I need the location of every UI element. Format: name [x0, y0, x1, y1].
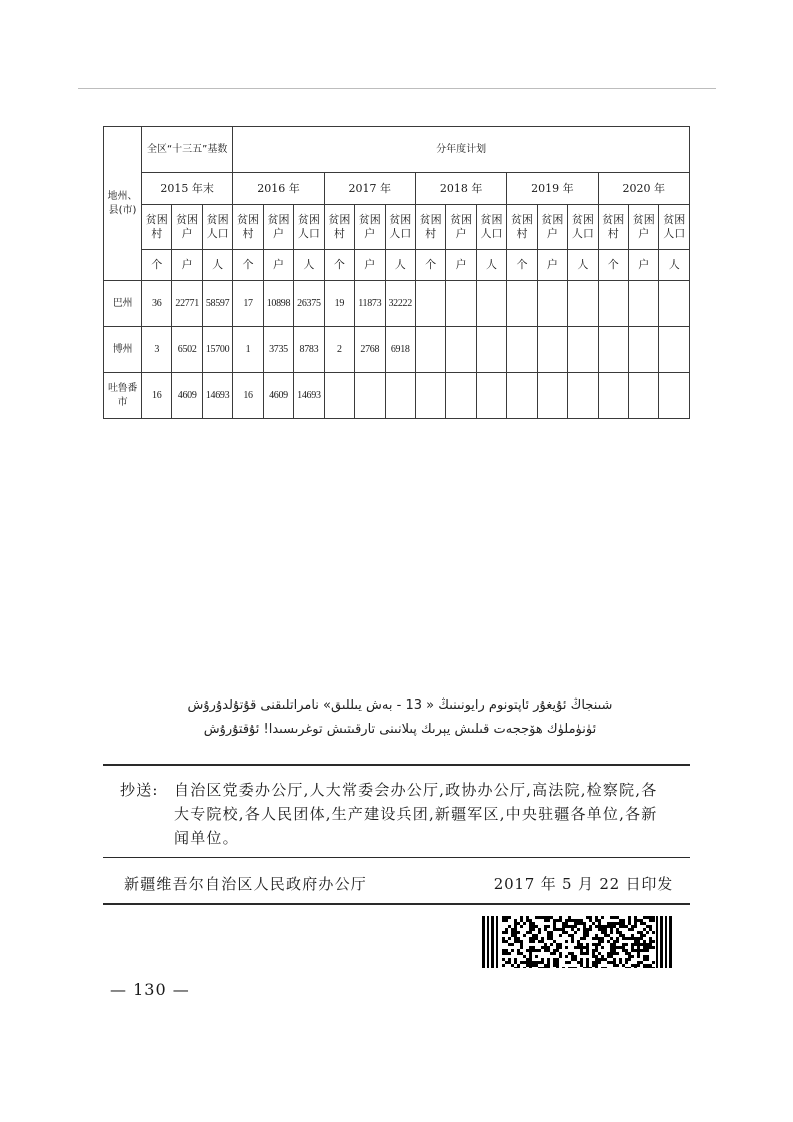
annual-plan-header: 分年度计划: [233, 127, 690, 173]
table-cell: 10898: [263, 281, 293, 327]
table-row: [104, 281, 690, 327]
region-column-header: 地州、县(市): [104, 127, 142, 281]
table-cell: [629, 327, 659, 373]
year-header: 2019 年: [507, 173, 598, 205]
unit-cell: 个: [415, 250, 445, 281]
unit-cell: 个: [233, 250, 263, 281]
table-cell: [598, 373, 628, 419]
table-cell: [537, 281, 567, 327]
page-number: — 130 —: [110, 980, 190, 999]
table-cell: [598, 327, 628, 373]
table-cell: 32222: [385, 281, 415, 327]
table-cell: [568, 373, 598, 419]
cc-recipients: 自治区党委办公厅,人大常委会办公厅,政协办公厅,高法院,检察院,各大专院校,各人民团体,生产建设兵团,新疆军区,中央驻疆各单位,各新闻单位。: [174, 781, 658, 847]
table-cell: 22771: [172, 281, 202, 327]
table-cell: 6502: [172, 327, 202, 373]
indicator-header: 贫困村: [324, 205, 354, 250]
year-header: 2017 年: [324, 173, 415, 205]
table-cell: [507, 281, 537, 327]
table-cell: [415, 281, 445, 327]
unit-cell: 人: [659, 250, 690, 281]
table-cell: [446, 373, 476, 419]
table-cell: [568, 327, 598, 373]
indicator-header: 贫困人口: [568, 205, 598, 250]
issue-date: 2017 年 5 月 22 日印发: [493, 875, 673, 893]
table-cell: [629, 373, 659, 419]
table-row: [104, 327, 690, 373]
issuer-top-rule: [103, 857, 690, 858]
table-cell: [476, 327, 506, 373]
unit-cell: 个: [507, 250, 537, 281]
year-header: 2020 年: [598, 173, 689, 205]
cc-top-rule: [103, 764, 690, 766]
uyghur-title-line-2: ئۈنۈملۈك ھۆججەت قىلىش يېرىك پىلانىنى تارقىتىش توغرىسىدا! ئۇقتۇرۇش: [203, 722, 597, 737]
table-cell: 16: [142, 373, 172, 419]
table-cell: [355, 373, 385, 419]
indicator-header: 贫困户: [355, 205, 385, 250]
table-cell: 3735: [263, 327, 293, 373]
table-cell: [659, 327, 690, 373]
table-cell: 3: [142, 327, 172, 373]
table-cell: 2: [324, 327, 354, 373]
table-cell: [476, 373, 506, 419]
table-cell: 11873: [355, 281, 385, 327]
table-cell: [446, 327, 476, 373]
table-cell: [537, 373, 567, 419]
region-name: 吐鲁番市: [104, 373, 142, 419]
unit-cell: 户: [355, 250, 385, 281]
table-cell: 15700: [202, 327, 232, 373]
year-header: 2015 年末: [142, 173, 233, 205]
table-cell: 8783: [294, 327, 324, 373]
indicator-header: 贫困村: [142, 205, 172, 250]
table-cell: [659, 373, 690, 419]
indicator-header: 贫困人口: [659, 205, 690, 250]
unit-cell: 个: [324, 250, 354, 281]
unit-cell: 户: [629, 250, 659, 281]
uyghur-title-line-1: شىنجاڭ ئۇيغۇر ئاپتونوم رايونىنىڭ « 13 - بەش يىللىق» نامراتلىقنى قۇتۇلدۇرۇش: [187, 698, 613, 713]
table-cell: [385, 373, 415, 419]
table-cell: 1: [233, 327, 263, 373]
cc-block: [120, 778, 673, 850]
table-cell: 2768: [355, 327, 385, 373]
unit-cell: 户: [446, 250, 476, 281]
table-cell: [324, 373, 354, 419]
table-cell: 14693: [294, 373, 324, 419]
table-cell: [507, 327, 537, 373]
region-name: 巴州: [104, 281, 142, 327]
table-cell: 58597: [202, 281, 232, 327]
indicator-header: 贫困村: [507, 205, 537, 250]
table-cell: 14693: [202, 373, 232, 419]
table-cell: 6918: [385, 327, 415, 373]
year-header: 2016 年: [233, 173, 324, 205]
indicator-header: 贫困人口: [385, 205, 415, 250]
table-cell: [415, 327, 445, 373]
table-cell: [598, 281, 628, 327]
header-rule: [78, 88, 716, 89]
table-cell: [629, 281, 659, 327]
table-cell: 36: [142, 281, 172, 327]
indicator-header: 贫困村: [415, 205, 445, 250]
unit-cell: 人: [568, 250, 598, 281]
table-cell: [446, 281, 476, 327]
table-cell: 4609: [263, 373, 293, 419]
unit-cell: 个: [142, 250, 172, 281]
document-barcode: [482, 916, 672, 968]
table-cell: [537, 327, 567, 373]
indicator-header: 贫困人口: [294, 205, 324, 250]
table-cell: [476, 281, 506, 327]
table-cell: 4609: [172, 373, 202, 419]
year-header: 2018 年: [415, 173, 506, 205]
table-cell: 26375: [294, 281, 324, 327]
indicator-header: 贫困人口: [476, 205, 506, 250]
baseline-header: 全区“十三五”基数: [142, 127, 233, 173]
poverty-plan-table: [103, 126, 690, 419]
indicator-header: 贫困户: [537, 205, 567, 250]
unit-cell: 户: [263, 250, 293, 281]
table-cell: [507, 373, 537, 419]
table-cell: 19: [324, 281, 354, 327]
table-cell: 16: [233, 373, 263, 419]
unit-cell: 个: [598, 250, 628, 281]
table-cell: 17: [233, 281, 263, 327]
indicator-header: 贫困人口: [202, 205, 232, 250]
table-cell: [415, 373, 445, 419]
unit-cell: 人: [385, 250, 415, 281]
unit-cell: 户: [172, 250, 202, 281]
issuer-bottom-rule: [103, 903, 690, 905]
table-cell: [659, 281, 690, 327]
indicator-header: 贫困户: [629, 205, 659, 250]
unit-cell: 人: [294, 250, 324, 281]
indicator-header: 贫困户: [446, 205, 476, 250]
indicator-header: 贫困户: [263, 205, 293, 250]
issuing-office: 新疆维吾尔自治区人民政府办公厅: [124, 875, 368, 893]
table-cell: [568, 281, 598, 327]
indicator-header: 贫困村: [233, 205, 263, 250]
unit-cell: 人: [202, 250, 232, 281]
indicator-header: 贫困村: [598, 205, 628, 250]
table-row: [104, 373, 690, 419]
unit-cell: 人: [476, 250, 506, 281]
indicator-header: 贫困户: [172, 205, 202, 250]
unit-cell: 户: [537, 250, 567, 281]
region-name: 博州: [104, 327, 142, 373]
cc-label: 抄送:: [120, 781, 159, 799]
